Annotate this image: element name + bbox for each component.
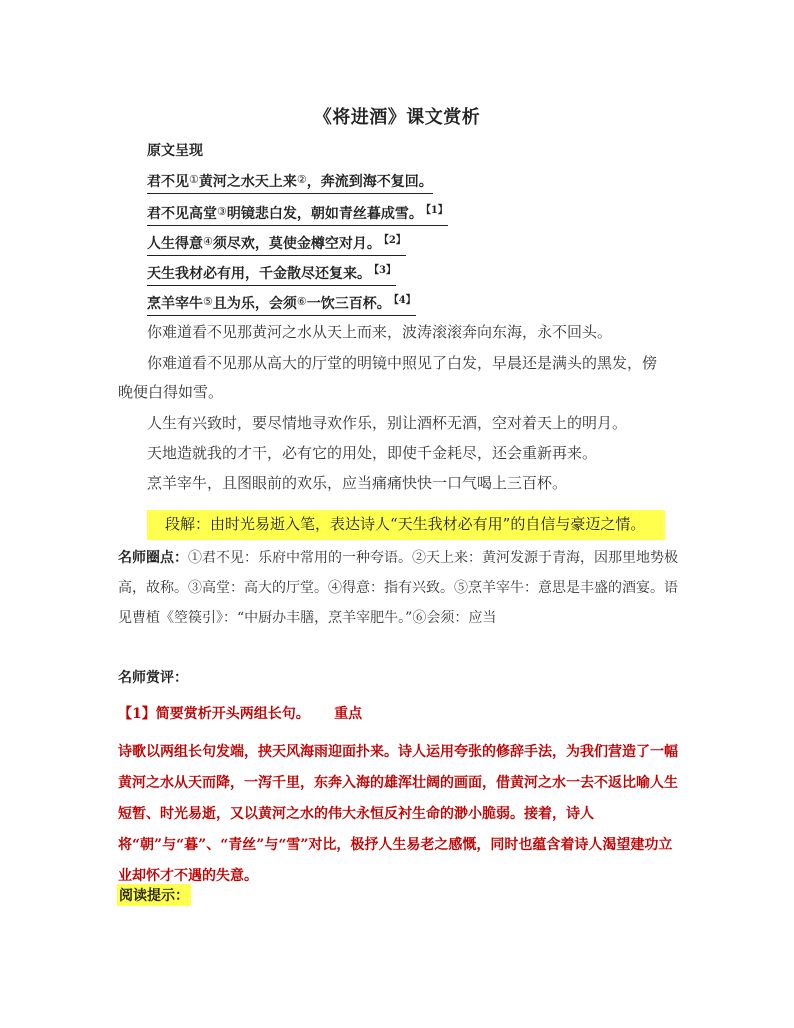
poem-text: 君不见高堂 [147, 206, 217, 222]
section-label: 原文呈现 [147, 143, 203, 159]
translation-line: 你难道看不见那黄河之水从天上而来，波涛滚滚奔向东海，永不回头。 [147, 323, 613, 341]
poem-text: 君不见 [147, 174, 189, 190]
poem-line-5 [147, 291, 416, 316]
footnote-marker: ③ [217, 205, 227, 218]
poem-line-2 [147, 201, 448, 226]
translation-line: 天地造就我的才干，必有它的用处，即使千金耗尽，还会重新再来。 [147, 444, 598, 462]
teacher-notes [118, 543, 678, 633]
poem-line-1 [147, 171, 433, 194]
page-title: 《将进酒》课文赏析 [313, 107, 481, 128]
analysis-body: 诗歌以两组长句发端，挟天风海雨迎面扑来。诗人运用夸张的修辞手法，为我们营造了一幅黄河之水从天而降，一泻千里，东奔入海的雄浑壮阔的画面，借黄河之水一去不返比喻人生短暂、时光易逝，又以黄河之水的伟大永恒反衬生命的渺小脆弱。接着，诗人将“朝”与“暮”、“青丝”与“雪”对比，极抒人生易老之感慨，同时也蕴含着诗人渴望建功立业却怀才不遇的失意。 [118, 744, 678, 884]
reading-tip-label: 阅读提示： [117, 884, 191, 906]
poem-text: 一饮三百杯。 [306, 296, 391, 312]
poem-text: 须尽欢，莫使金樽空对月。 [212, 236, 381, 252]
footnote-marker: ⑥ [296, 295, 307, 308]
notes-label: 名师圈点： [118, 550, 188, 566]
poem-line-3 [147, 231, 406, 256]
analysis-heading: 【1】简要赏析开头两组长句。 重点 [118, 706, 363, 722]
translation-line: 烹羊宰牛，且图眼前的欢乐，应当痛痛快快一口气喝上三百杯。 [147, 474, 568, 492]
footnote-marker: ④ [203, 235, 213, 248]
poem-text: ，奔流到海不复回。 [306, 174, 433, 190]
poem-text: 明镜悲白发，朝如青丝暮成雪。 [226, 206, 423, 222]
review-label: 名师赏评： [118, 670, 188, 686]
reference-marker: 【2】 [383, 235, 406, 246]
poem-text: 且为乐，会须 [212, 296, 297, 312]
poem-line-4 [147, 261, 396, 286]
footnote-marker: ② [296, 173, 307, 186]
notes-text: ①君不见：乐府中常用的一种夸语。②天上来：黄河发源于青海，因那里地势极高，故称。③高堂：高大的厅堂。④得意：指有兴致。⑤烹羊宰牛：意思是丰盛的酒宴。语见曹植《箜篌引》：“中厨办丰膳，烹羊宰肥牛。”⑥会须：应当 [118, 550, 678, 626]
reference-marker: 【1】 [425, 205, 448, 216]
reference-marker: 【4】 [393, 295, 416, 306]
poem-text: 人生得意 [147, 236, 203, 252]
footnote-marker: ⑤ [203, 295, 213, 308]
poem-text: 黄河之水天上来 [198, 174, 297, 190]
translation-line: 人生有兴致时，要尽情地寻欢作乐，别让酒杯无酒，空对着天上的明月。 [147, 414, 628, 432]
reference-marker: 【3】 [374, 265, 396, 276]
poem-text: 烹羊宰牛 [147, 296, 203, 312]
paragraph-note: 段解：由时光易逝入笔，表达诗人“天生我材必有用”的自信与豪迈之情。 [165, 515, 646, 533]
translation-line: 你难道看不见那从高大的厅堂的明镜中照见了白发，早晨还是满头的黑发，傍 [147, 354, 658, 372]
poem-text: 天生我材必有用，千金散尽还复来。 [147, 266, 371, 282]
footnote-marker: ① [189, 173, 199, 186]
translation-line: 晚便白得如雪。 [118, 383, 224, 401]
